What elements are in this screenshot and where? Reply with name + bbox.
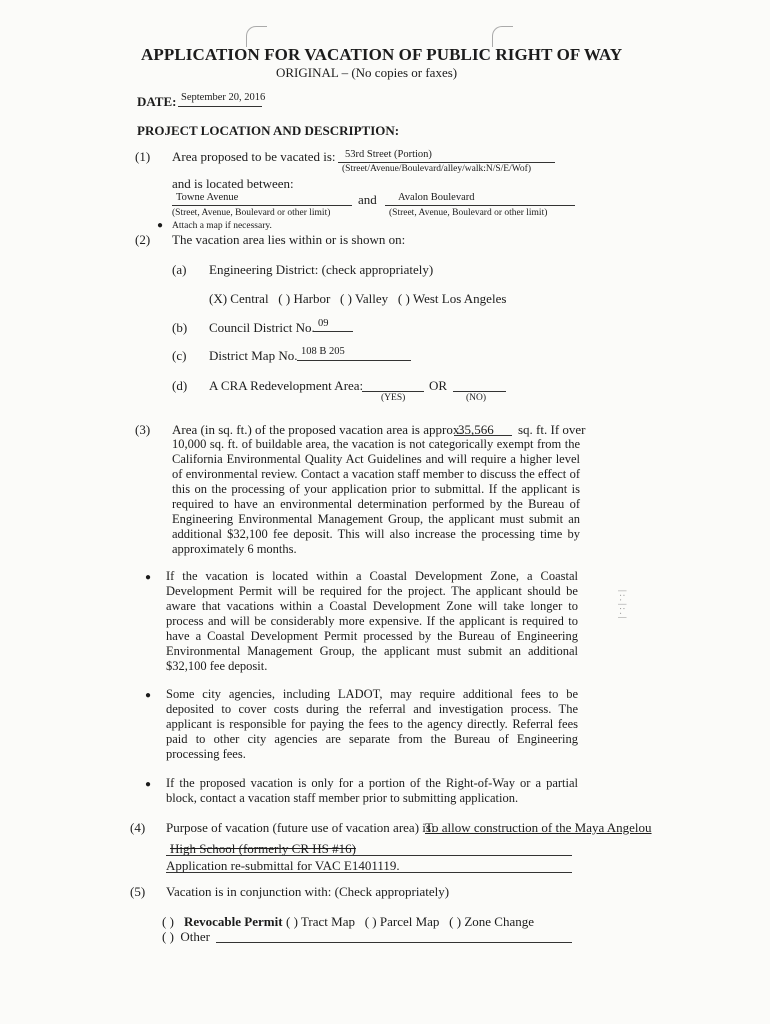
item5-number: (5): [130, 884, 146, 899]
item2d-label: A CRA Redevelopment Area:: [209, 378, 364, 393]
engineering-district-options: (X) Central ( ) Harbor ( ) Valley ( ) West Los Angeles: [209, 291, 507, 306]
item2a-number: (a): [172, 262, 187, 277]
item4-label: Purpose of vacation (future use of vacation area) is:: [166, 820, 435, 835]
option-other: ( ) Other: [162, 929, 211, 944]
item2-number: (2): [135, 232, 151, 247]
date-value: September 20, 2016: [181, 92, 266, 103]
bullet-dot: ●: [145, 779, 152, 790]
section-heading: PROJECT LOCATION AND DESCRIPTION:: [137, 123, 400, 138]
item2d-number: (d): [172, 378, 188, 393]
item3-line1-tail: sq. ft. If over: [518, 422, 586, 437]
item1-street2: Avalon Boulevard: [398, 192, 475, 203]
page-title: APPLICATION FOR VACATION OF PUBLIC RIGHT OF WAY: [141, 45, 623, 64]
item1-number: (1): [135, 149, 151, 164]
date-label: DATE:: [137, 94, 177, 109]
item2b-label: Council District No.: [209, 320, 315, 335]
item4-purpose-line1: To allow construction of the Maya Angelou: [425, 820, 652, 835]
item3-number: (3): [135, 422, 151, 437]
bullet-dot: ●: [145, 690, 152, 701]
partial-block-note: If the proposed vacation is only for a portion of the Right-of-Way or a partial block, contact a vacation staff member prior to submitting application.: [166, 776, 578, 805]
item2c-label: District Map No.: [209, 348, 298, 363]
item1-area-hint: (Street/Avenue/Boulevard/alley/walk:N/S/E/Wof): [342, 164, 532, 174]
option-revocable-permit: Revocable Permit: [184, 914, 283, 929]
option-revocable-permit-box: ( ): [162, 914, 174, 929]
page-subtitle: ORIGINAL – (No copies or faxes): [276, 65, 458, 80]
item4-purpose-line3: Application re-submittal for VAC E1401119.: [166, 858, 400, 873]
margin-stamp: | : . | : . |: [618, 590, 628, 619]
item4-number: (4): [130, 820, 146, 835]
item1-area-value: 53rd Street (Portion): [345, 149, 432, 160]
option-other-types: ( ) Tract Map ( ) Parcel Map ( ) Zone Change: [286, 914, 535, 929]
agency-fees-note: Some city agencies, including LADOT, may require additional fees to be deposited to cover costs during the referral and investigation process. The applicant is responsible for paying the fees to the agency directly. Referral fees paid to other city agencies are separate from the Bureau of Engineering processing fees.: [166, 687, 578, 761]
item5-label: Vacation is in conjunction with: (Check appropriately): [166, 884, 450, 899]
item2d-or: OR: [429, 378, 448, 393]
district-map-value: 108 B 205: [301, 346, 345, 357]
item1-street2-hint: (Street, Avenue, Boulevard or other limit): [389, 208, 548, 218]
item2d-yes: (YES): [381, 393, 406, 403]
item2-label: The vacation area lies within or is shown on:: [172, 232, 406, 247]
item1-between-label: and is located between:: [172, 176, 294, 191]
scan-mark-left: [246, 26, 267, 47]
item2a-label: Engineering District: (check appropriately): [209, 262, 434, 277]
item2d-no: (NO): [466, 393, 487, 403]
item3-area-value: 35,566: [458, 422, 494, 437]
bullet-dot: ●: [145, 572, 152, 583]
item2c-number: (c): [172, 348, 187, 363]
council-district-value: 09: [318, 318, 329, 329]
coastal-zone-note: If the vacation is located within a Coastal Development Zone, a Coastal Development Permit will be required for the project. The applicant should be aware that vacations within a Coastal Development Zone will take longer to process and will be considerably more expensive. If the applicant is required to have a Coastal Development Permit processed by the Bureau of Engineering Environmental Management Group, the applicant must submit an additional $32,100 fee deposit.: [166, 569, 578, 673]
item3-lead: Area (in sq. ft.) of the proposed vacation area is approx.: [172, 422, 463, 437]
item4-purpose-line2: High School (formerly CR HS #16): [170, 841, 356, 856]
scan-mark-right: [492, 26, 513, 47]
item2b-number: (b): [172, 320, 188, 335]
item1-street1-hint: (Street, Avenue, Boulevard or other limit): [172, 208, 331, 218]
bullet-dot: ●: [157, 220, 164, 231]
item1-map-note: Attach a map if necessary.: [172, 221, 272, 231]
item1-label: Area proposed to be vacated is:: [172, 149, 336, 164]
item3-body: 10,000 sq. ft. of buildable area, the vacation is not categorically exempt from the California Environmental Quality Act Guidelines and will require a higher level of environmental review. Contact a vacation staff member to discuss the effect of this on the processing of your application prior to submittal. If the applicant is required to have an environmental determination performed by the Bureau of Engineering Environmental Management Group, the applicant must submit an additional $32,100 fee deposit. This will also increase the processing time by approximately 6 months.: [172, 437, 580, 556]
item1-and: and: [358, 192, 377, 207]
item1-street1: Towne Avenue: [176, 192, 239, 203]
